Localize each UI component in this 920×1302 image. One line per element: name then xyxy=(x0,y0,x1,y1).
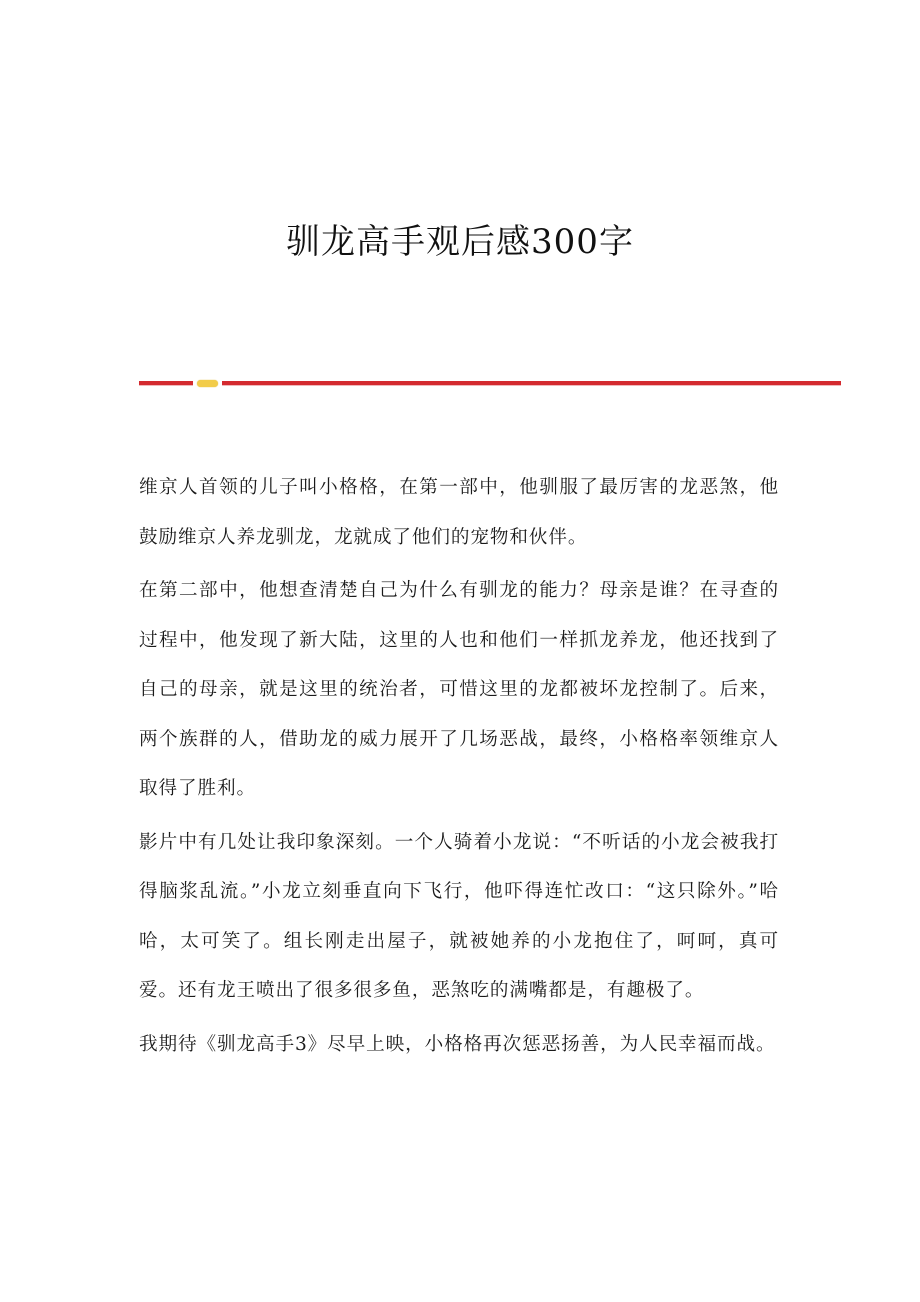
title-divider xyxy=(139,381,841,387)
paragraph: 我期待《驯龙高手3》尽早上映，小格格再次惩恶扬善，为人民幸福而战。 xyxy=(139,1033,776,1055)
paragraph: 维京人首领的儿子叫小格格，在第一部中，他驯服了最厉害的龙恶煞，他鼓励维京人养龙驯龙，龙就成了他们的宠物和伙伴。 xyxy=(139,477,779,548)
paragraph: 在第二部中，他想查清楚自己为什么有驯龙的能力？母亲是谁？在寻查的过程中，他发现了新大陆，这里的人也和他们一样抓龙养龙，他还找到了自己的母亲，就是这里的统治者，可惜这里的龙都被坏龙控制了。后来，两个族群的人，借助龙的威力展开了几场恶战，最终，小格格率领维京人取得了胜利。 xyxy=(139,580,779,799)
divider-bar-left xyxy=(139,381,193,386)
document-body xyxy=(139,463,779,1075)
divider-ornament-icon xyxy=(197,380,218,387)
paragraph: 影片中有几处让我印象深刻。一个人骑着小龙说：“不听话的小龙会被我打得脑浆乱流。”小龙立刻垂直向下飞行，他吓得连忙改口：“这只除外。”哈哈，太可笑了。组长刚走出屋子，就被她养的小龙抱住了，呵呵，真可爱。还有龙王喷出了很多很多鱼，恶煞吃的满嘴都是，有趣极了。 xyxy=(139,831,779,1001)
divider-bar-right xyxy=(222,381,841,386)
page-title: 驯龙高手观后感300字 xyxy=(286,222,634,262)
